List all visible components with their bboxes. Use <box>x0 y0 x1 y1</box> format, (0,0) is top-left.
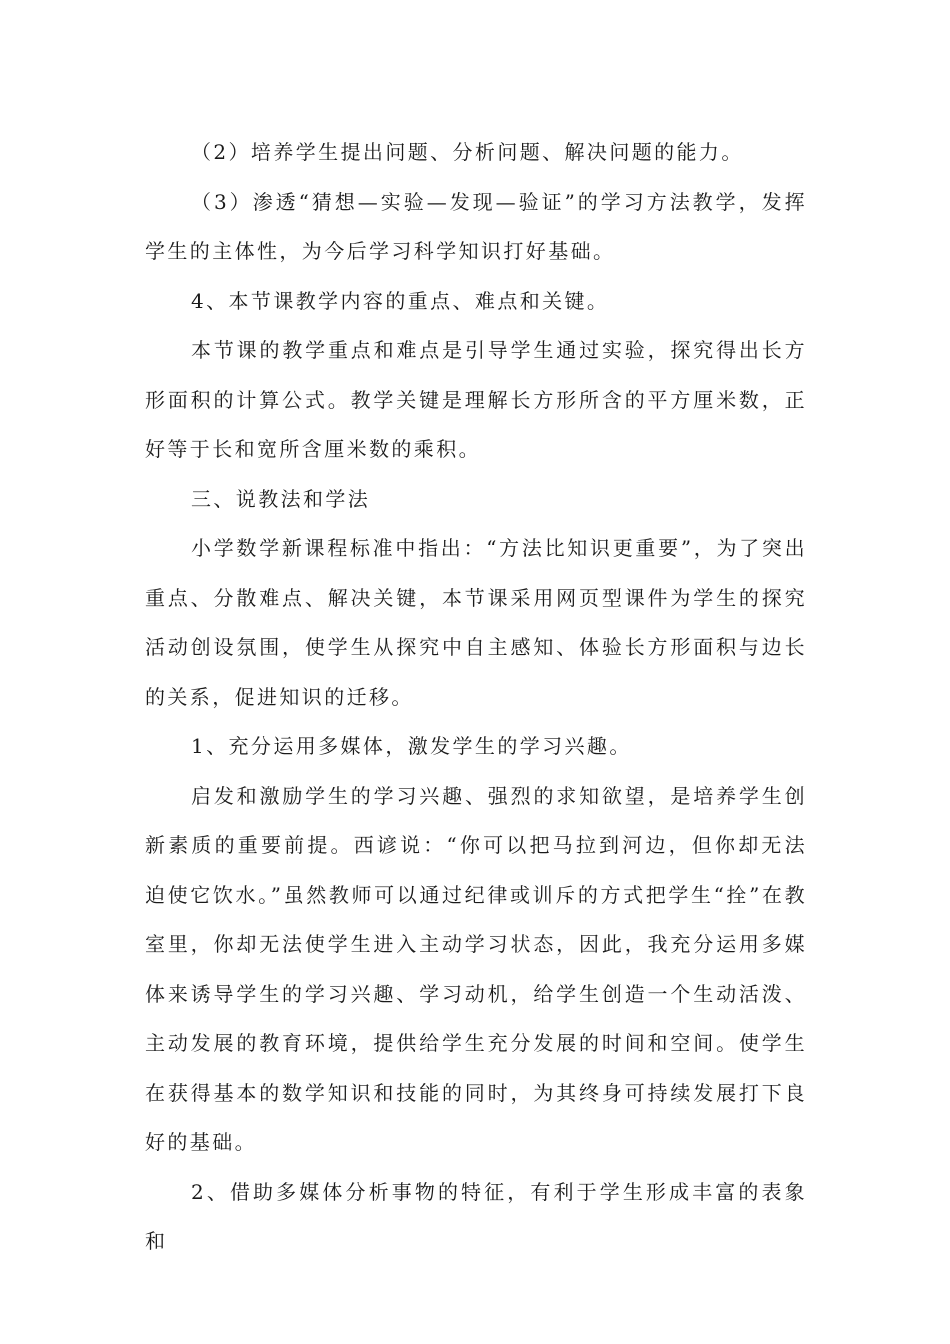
heading-multimedia-interest: 1、充分运用多媒体，激发学生的学习兴趣。 <box>191 734 632 758</box>
document-body <box>145 128 807 1267</box>
heading-multimedia-analysis: 2、借助多媒体分析事物的特征，有利于学生形成丰富的表象和 <box>145 1179 807 1253</box>
paragraph-objective-3: （3）渗透“猜想—实验—发现—验证”的学习方法教学，发挥学生的主体性，为今后学习科学知识打好基础。 <box>145 189 807 263</box>
heading-key-points: 4、本节课教学内容的重点、难点和关键。 <box>191 288 610 313</box>
heading-teaching-methods: 三、说教法和学法 <box>191 486 371 511</box>
paragraph-objective-2: （2）培养学生提出问题、分析问题、解决问题的能力。 <box>191 140 744 164</box>
paragraph-curriculum-standard: 小学数学新课程标准中指出：“方法比知识更重要”，为了突出重点、分散难点、解决关键，本节课采用网页型课件为学生的探究活动创设氛围，使学生从探究中自主感知、体验长方形面积与边长的关系，促进知识的迁移。 <box>145 536 807 709</box>
paragraph-multimedia-interest: 启发和激励学生的学习兴趣、强烈的求知欲望，是培养学生创新素质的重要前提。西谚说：“你可以把马拉到河边，但你却无法迫使它饮水。”虽然教师可以通过纪律或训斥的方式把学生“拴”在教室里，你却无法使学生进入主动学习状态，因此，我充分运用多媒体来诱导学生的学习兴趣、学习动机，给学生创造一个生动活泼、主动发展的教育环境，提供给学生充分发展的时间和空间。使学生在获得基本的数学知识和技能的同时，为其终身可持续发展打下良好的基础。 <box>145 783 807 1154</box>
paragraph-key-points: 本节课的教学重点和难点是引导学生通过实验，探究得出长方形面积的计算公式。教学关键是理解长方形所含的平方厘米数，正好等于长和宽所含厘米数的乘积。 <box>145 338 807 461</box>
